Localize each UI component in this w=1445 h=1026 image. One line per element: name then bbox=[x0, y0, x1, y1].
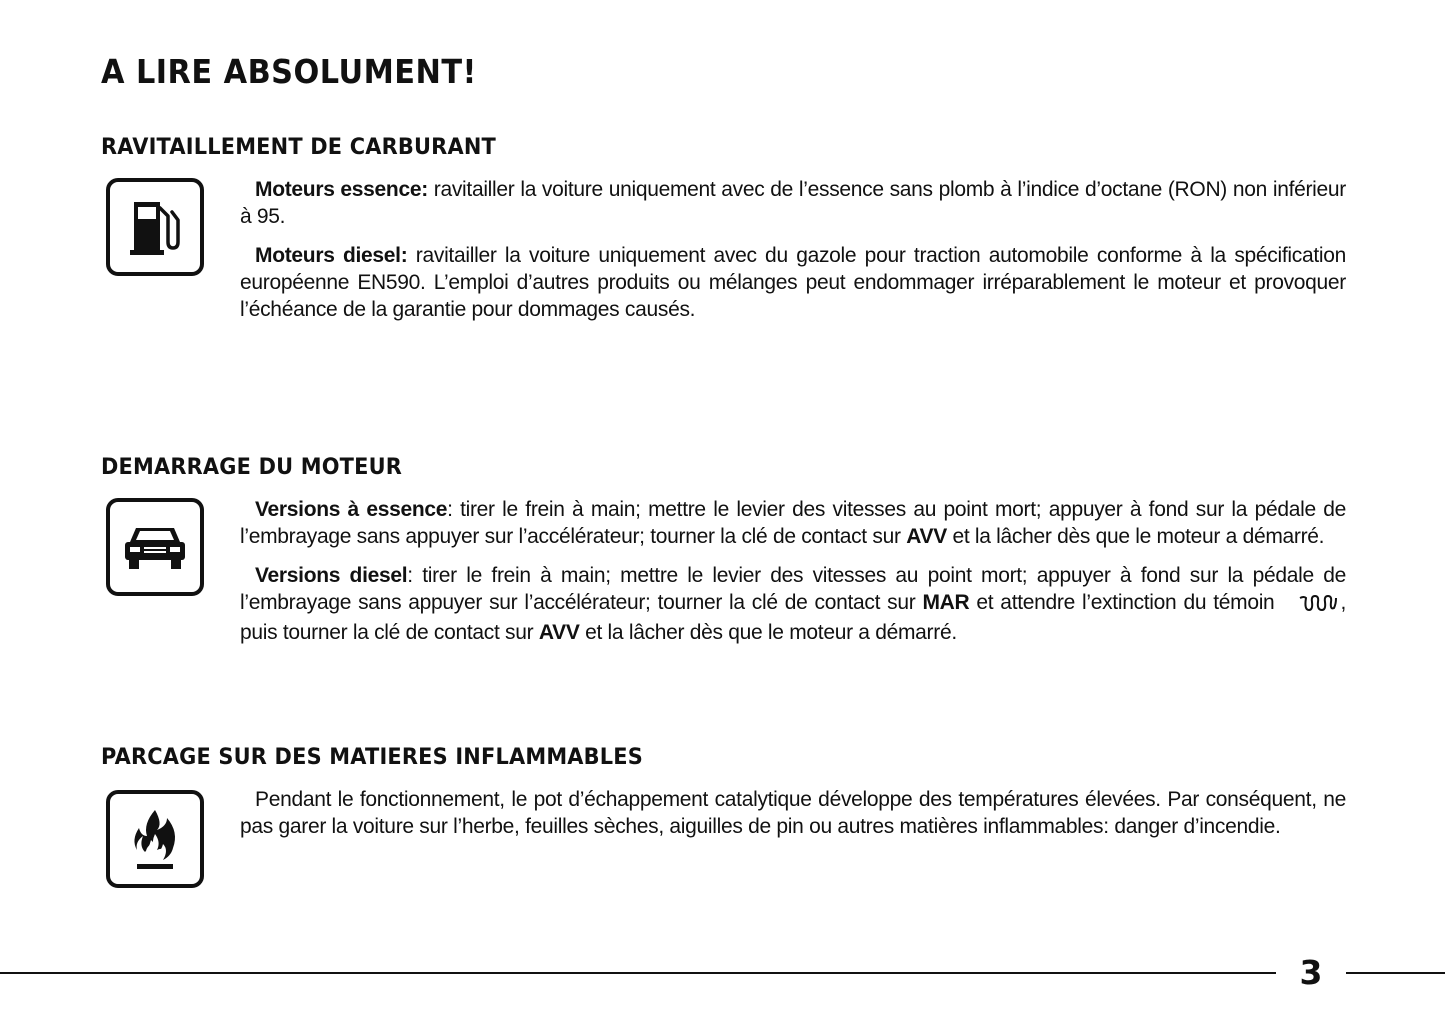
paragraph bbox=[240, 562, 1346, 646]
paragraph-lead: Moteurs diesel: bbox=[255, 244, 408, 267]
paragraph-text: : tirer le frein à main; mettre le levier des vitesses au point mort; appuyer à fond sur la pédale de l’embrayage sans appuyer sur l’accélérateur; tourner la clé de contact sur bbox=[240, 498, 1346, 548]
flame-icon bbox=[106, 790, 204, 888]
section-paragraphs bbox=[240, 496, 1346, 646]
paragraph bbox=[240, 242, 1346, 323]
section-paragraphs bbox=[240, 176, 1346, 323]
page-title: A LIRE ABSOLUMENT! bbox=[101, 52, 477, 91]
section-engine-start bbox=[101, 455, 1346, 658]
car-front-icon bbox=[106, 498, 204, 596]
paragraph bbox=[240, 176, 1346, 230]
section-body bbox=[101, 496, 1346, 646]
section-heading: PARCAGE SUR DES MATIERES INFLAMMABLES bbox=[101, 745, 644, 770]
paragraph-lead: Versions diesel bbox=[255, 564, 408, 587]
paragraph-text: , puis tourner la clé de contact sur bbox=[240, 591, 1347, 644]
ignition-key-position: MAR bbox=[922, 591, 970, 614]
paragraph-text: ravitailler la voiture uniquement avec de l’essence sans plomb à l’indice d’octane (RON) non inférieur à 95. bbox=[240, 178, 1346, 228]
paragraph-text: et attendre l’extinction du témoin bbox=[969, 591, 1282, 614]
section-paragraphs bbox=[240, 786, 1346, 840]
paragraph-text: ravitailler la voiture uniquement avec du gazole pour traction automobile conforme à la spécification européenne EN590. L’emploi d’autres produits ou mélanges peut endommager irréparablement le moteur et provoquer l’échéance de la garantie pour dommages causés. bbox=[240, 244, 1346, 321]
footer-rule bbox=[0, 972, 1276, 974]
paragraph-text: et la lâcher dès que le moteur a démarré. bbox=[946, 525, 1325, 548]
glow-plug-icon bbox=[1283, 592, 1338, 619]
page-number: 3 bbox=[1299, 953, 1323, 992]
section-refueling bbox=[101, 135, 1346, 335]
fuel-pump-icon bbox=[106, 178, 204, 276]
paragraph bbox=[240, 496, 1346, 550]
ignition-key-position: AVV bbox=[906, 525, 947, 548]
section-body bbox=[101, 786, 1346, 840]
paragraph: Pendant le fonctionnement, le pot d’échappement catalytique développe des températures élevées. Par conséquent, ne pas garer la voiture sur l’herbe, feuilles sèches, aiguilles de pin ou autres matières inflammables: danger d’incendie. bbox=[240, 788, 1346, 838]
section-heading: RAVITAILLEMENT DE CARBURANT bbox=[101, 135, 496, 160]
section-body bbox=[101, 176, 1346, 323]
section-flammable-parking bbox=[101, 745, 1346, 852]
paragraph-text: et la lâcher dès que le moteur a démarré. bbox=[579, 621, 957, 644]
paragraph-lead: Versions à essence bbox=[255, 498, 448, 521]
ignition-key-position: AVV bbox=[538, 621, 580, 644]
section-heading: DEMARRAGE DU MOTEUR bbox=[101, 455, 403, 480]
paragraph-lead: Moteurs essence: bbox=[255, 178, 428, 201]
footer-rule bbox=[1346, 972, 1445, 974]
paragraph-text: : tirer le frein à main; mettre le levier des vitesses au point mort; appuyer à fond sur la pédale de l’embrayage sans appuyer sur l’accélérateur; tourner la clé de contact sur bbox=[240, 564, 1346, 614]
